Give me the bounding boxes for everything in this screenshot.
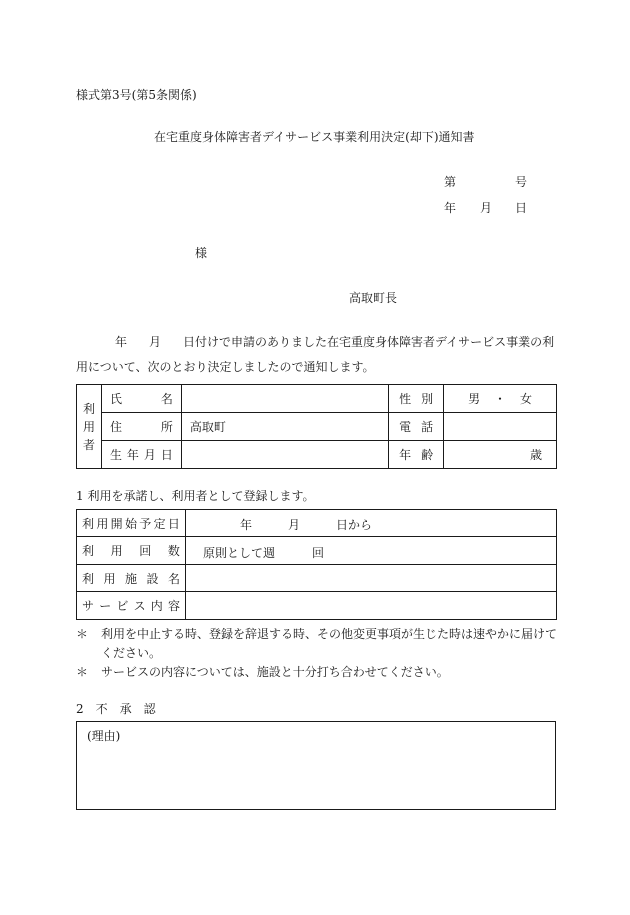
document-title: 在宅重度身体障害者デイサービス事業利用決定(却下)通知書 bbox=[154, 130, 475, 144]
address-label: 住 所 bbox=[101, 413, 181, 441]
name-label: 氏 名 bbox=[101, 385, 181, 413]
facility-name-label: 利 用 施 設 名 bbox=[77, 565, 186, 592]
usage-count-label: 利 用 回 数 bbox=[77, 537, 186, 565]
body-line2: 用について、次のとおり決定しましたので通知します。 bbox=[76, 360, 375, 374]
birthdate-value bbox=[181, 441, 388, 469]
facility-name-value bbox=[185, 565, 556, 592]
sex-label: 性 別 bbox=[389, 385, 444, 413]
date-day: 日 bbox=[515, 201, 528, 215]
phone-value bbox=[444, 413, 557, 441]
note-2-line1: サービスの内容については、施設と十分打ち合わせてください。 bbox=[101, 665, 449, 679]
address-value: 高取町 bbox=[181, 413, 388, 441]
note-1-line2: ください。 bbox=[101, 646, 162, 660]
body-year: 年 bbox=[115, 335, 128, 349]
service-content-value bbox=[185, 592, 556, 620]
body-month: 月 bbox=[149, 335, 162, 349]
form-number: 様式第3号(第5条関係) bbox=[76, 88, 197, 102]
usage-table bbox=[76, 509, 557, 620]
note-1-mark: ＊ bbox=[76, 627, 89, 641]
section1-heading: 1 利用を承諾し、利用者として登録します。 bbox=[76, 489, 315, 503]
date-year: 年 bbox=[444, 201, 457, 215]
age-value: 歳 bbox=[444, 441, 557, 469]
note-1-line1: 利用を中止する時、登録を辞退する時、その他変更事項が生じた時は速やかに届けて bbox=[101, 627, 558, 641]
start-date-value: 年 月 日から bbox=[185, 510, 556, 537]
date-month: 月 bbox=[480, 201, 493, 215]
usage-count-value: 原則として週 回 bbox=[185, 537, 556, 565]
sex-value: 男 ・ 女 bbox=[444, 385, 557, 413]
service-content-label: サ ー ビ ス 内 容 bbox=[77, 592, 186, 620]
body-line1-rest: 日付けで申請のありました在宅重度身体障害者デイサービス事業の利 bbox=[183, 335, 555, 349]
user-group-label: 利 用 者 bbox=[77, 385, 102, 469]
doc-number-suffix: 号 bbox=[515, 175, 528, 189]
note-2-mark: ＊ bbox=[76, 665, 89, 679]
recipient-suffix: 様 bbox=[195, 246, 208, 260]
phone-label: 電 話 bbox=[389, 413, 444, 441]
doc-number-prefix: 第 bbox=[444, 175, 457, 189]
name-value bbox=[181, 385, 388, 413]
user-info-table bbox=[76, 384, 557, 469]
age-label: 年 齢 bbox=[389, 441, 444, 469]
start-date-label: 利 用 開 始 予 定 日 bbox=[77, 510, 186, 537]
reason-label: (理由) bbox=[87, 729, 121, 743]
birthdate-label: 生 年 月 日 bbox=[101, 441, 181, 469]
reason-box bbox=[76, 721, 556, 810]
section2-heading: 2 不 承 認 bbox=[76, 702, 156, 716]
issuer-name: 高取町長 bbox=[349, 291, 398, 305]
